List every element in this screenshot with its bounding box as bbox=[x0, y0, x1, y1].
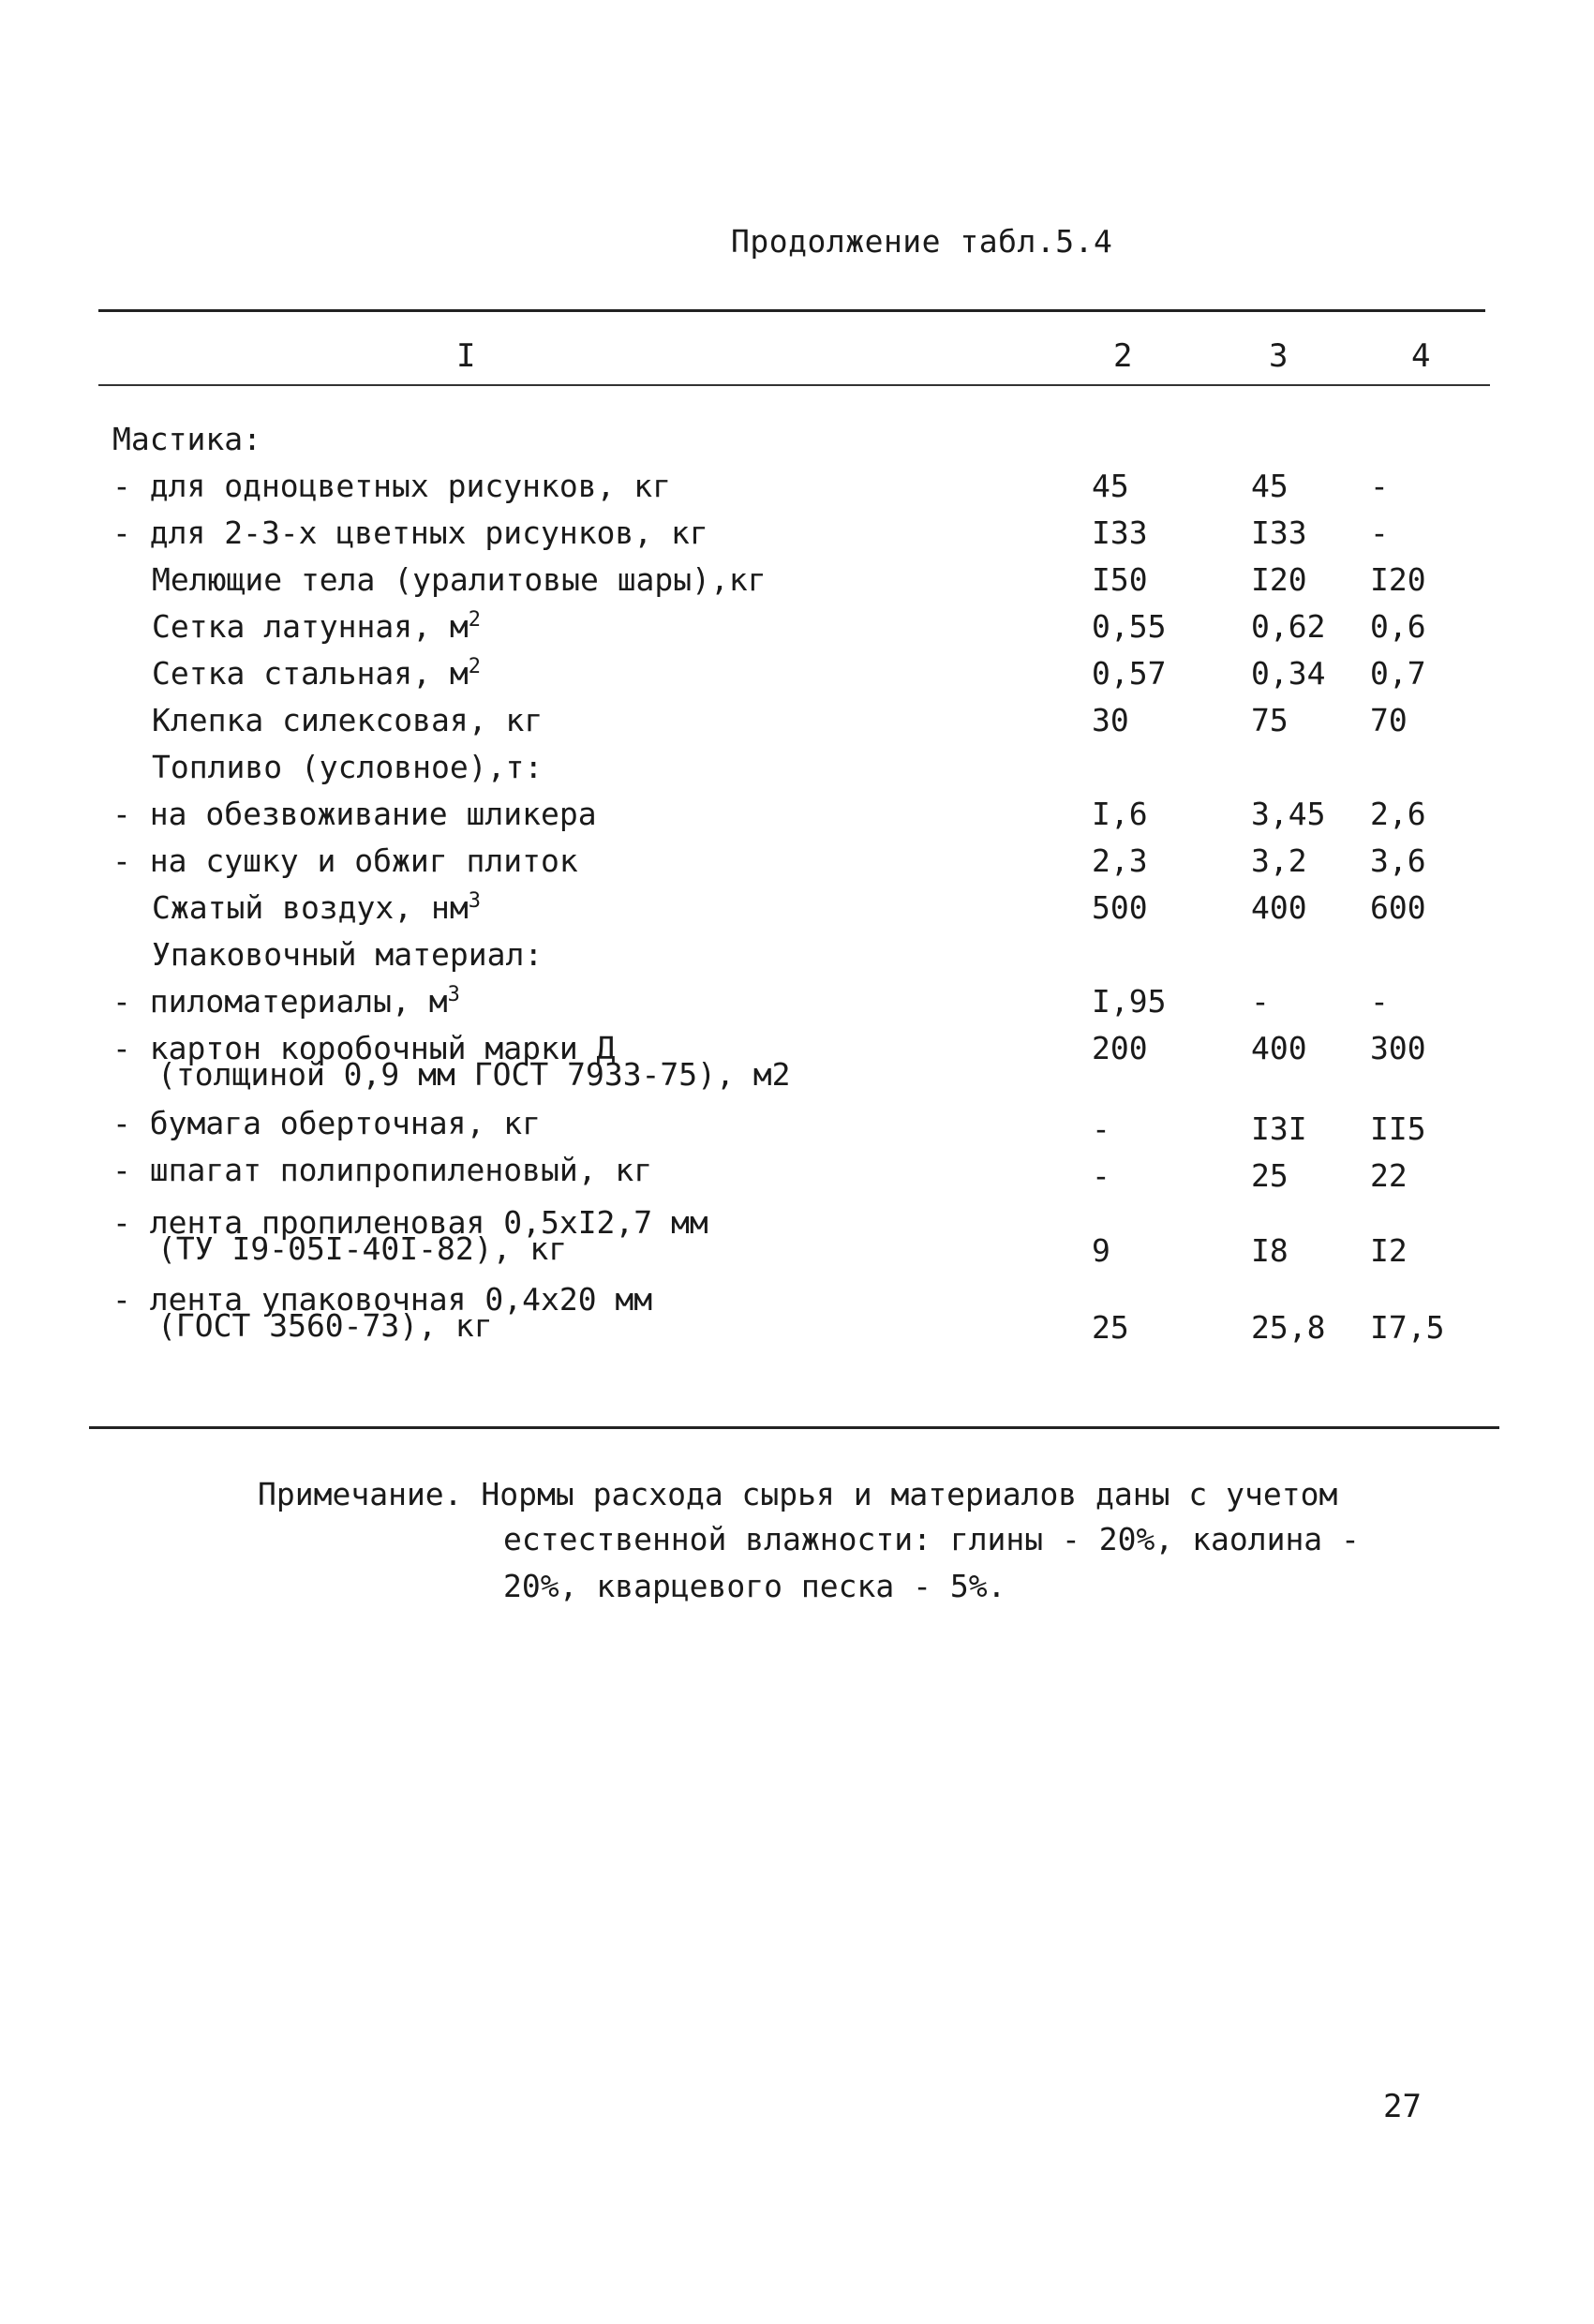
unit-superscript: 3 bbox=[468, 889, 482, 913]
row-label bbox=[152, 655, 482, 692]
cell-c2: 200 bbox=[1092, 1030, 1148, 1066]
unit-superscript: 2 bbox=[771, 1056, 791, 1093]
cell-c3: 45 bbox=[1251, 468, 1289, 504]
row-label-text: - шпагат полипропиленовый, кг bbox=[112, 1152, 653, 1188]
cell-c4: - bbox=[1370, 468, 1389, 504]
header-col-4: 4 bbox=[1411, 337, 1431, 375]
unit-superscript: 3 bbox=[447, 983, 460, 1006]
row-label-text: Мастика: bbox=[112, 421, 261, 457]
page-number: 27 bbox=[1383, 2088, 1422, 2125]
cell-c4: 0,6 bbox=[1370, 608, 1426, 645]
cell-c2: - bbox=[1092, 1110, 1110, 1147]
cell-c4: 3,6 bbox=[1370, 842, 1426, 879]
cell-c4: - bbox=[1370, 514, 1389, 551]
row-label bbox=[112, 796, 597, 832]
cell-c2: I,95 bbox=[1092, 983, 1167, 1020]
cell-c2: 30 bbox=[1092, 702, 1129, 738]
row-label-text: - пиломатериалы, м bbox=[112, 983, 448, 1020]
cell-c3: 400 bbox=[1251, 889, 1307, 926]
cell-c4: I20 bbox=[1370, 561, 1426, 598]
cell-c3: - bbox=[1251, 983, 1270, 1020]
table-top-rule bbox=[98, 309, 1485, 312]
cell-c3: I8 bbox=[1251, 1232, 1289, 1269]
row-label-text: Сетка латунная, м bbox=[152, 608, 469, 645]
row-label-text: - лента пропиленовая 0,5хI2,7 мм bbox=[112, 1204, 708, 1241]
row-label-text: Сетка стальная, м bbox=[152, 655, 469, 692]
header-col-3: 3 bbox=[1269, 337, 1289, 375]
cell-c2: 2,3 bbox=[1092, 842, 1148, 879]
header-col-1: I bbox=[456, 337, 476, 375]
cell-c3: 3,45 bbox=[1251, 796, 1326, 832]
row-label-continuation bbox=[157, 1056, 791, 1093]
row-label bbox=[152, 749, 544, 785]
cell-c4: 22 bbox=[1370, 1157, 1408, 1194]
cell-c3: 25 bbox=[1251, 1157, 1289, 1194]
note-line-2: естественной влажности: глины - 20%, каолина - bbox=[503, 1521, 1360, 1557]
cell-c3: 25,8 bbox=[1251, 1309, 1326, 1346]
cell-c2: I33 bbox=[1092, 514, 1148, 551]
cell-c2: 45 bbox=[1092, 468, 1129, 504]
row-label bbox=[112, 421, 261, 457]
cell-c3: I20 bbox=[1251, 561, 1307, 598]
cell-c2: 500 bbox=[1092, 889, 1148, 926]
row-label-text: - бумага оберточная, кг bbox=[112, 1105, 541, 1141]
row-label bbox=[112, 1105, 541, 1141]
row-label-text: - картон коробочный марки Д bbox=[112, 1030, 616, 1066]
cell-c4: 600 bbox=[1370, 889, 1426, 926]
table-bottom-rule bbox=[89, 1426, 1499, 1429]
row-label-text: Мелющие тела (уралитовые шары),кг bbox=[152, 561, 767, 598]
row-label-continuation bbox=[157, 1230, 568, 1267]
cell-c4: - bbox=[1370, 983, 1389, 1020]
row-label-text: - на сушку и обжиг плиток bbox=[112, 842, 578, 879]
row-label bbox=[112, 468, 672, 504]
unit-superscript: 2 bbox=[468, 655, 482, 678]
cell-c4: I7,5 bbox=[1370, 1309, 1445, 1346]
row-label-text: Клепка силексовая, кг bbox=[152, 702, 544, 738]
cell-c3: I33 bbox=[1251, 514, 1307, 551]
cell-c2: - bbox=[1092, 1157, 1110, 1194]
row-label bbox=[152, 936, 544, 973]
cell-c2: 25 bbox=[1092, 1309, 1129, 1346]
header-col-2: 2 bbox=[1113, 337, 1133, 375]
row-label-text: - лента упаковочная 0,4х20 мм bbox=[112, 1281, 653, 1318]
row-label-text-2: (ГОСТ 3560-73), кг bbox=[157, 1307, 493, 1344]
cell-c2: I50 bbox=[1092, 561, 1148, 598]
cell-c4: 2,6 bbox=[1370, 796, 1426, 832]
row-label bbox=[152, 889, 482, 926]
cell-c2: 9 bbox=[1092, 1232, 1110, 1269]
row-label-text: Топливо (условное),т: bbox=[152, 749, 544, 785]
cell-c4: II5 bbox=[1370, 1110, 1426, 1147]
table-caption: Продолжение табл.5.4 bbox=[731, 223, 1113, 260]
cell-c2: 0,57 bbox=[1092, 655, 1167, 692]
row-label bbox=[152, 702, 544, 738]
cell-c4: 300 bbox=[1370, 1030, 1426, 1066]
cell-c3: 3,2 bbox=[1251, 842, 1307, 879]
row-label-text: - на обезвоживание шликера bbox=[112, 796, 597, 832]
row-label bbox=[112, 1152, 653, 1188]
cell-c3: 400 bbox=[1251, 1030, 1307, 1066]
row-label bbox=[152, 608, 482, 645]
cell-c3: I3I bbox=[1251, 1110, 1307, 1147]
note-line-3: 20%, кварцевого песка - 5%. bbox=[503, 1568, 1006, 1604]
cell-c3: 0,34 bbox=[1251, 655, 1326, 692]
row-label-text: Упаковочный материал: bbox=[152, 936, 544, 973]
cell-c2: I,6 bbox=[1092, 796, 1148, 832]
row-label-text: - для 2-3-х цветных рисунков, кг bbox=[112, 514, 708, 551]
row-label bbox=[152, 561, 767, 598]
cell-c2: 0,55 bbox=[1092, 608, 1167, 645]
cell-c3: 0,62 bbox=[1251, 608, 1326, 645]
row-label bbox=[112, 983, 460, 1020]
cell-c3: 75 bbox=[1251, 702, 1289, 738]
cell-c4: 70 bbox=[1370, 702, 1408, 738]
note-line-1: Примечание. Нормы расхода сырья и материалов даны с учетом bbox=[258, 1476, 1338, 1512]
table-header-rule bbox=[98, 384, 1490, 386]
row-label-text-2: (толщиной 0,9 мм ГОСТ 7933-75), м bbox=[157, 1056, 772, 1093]
row-label bbox=[112, 842, 578, 879]
row-label-continuation bbox=[157, 1307, 493, 1344]
row-label bbox=[112, 514, 708, 551]
row-label-text: Сжатый воздух, нм bbox=[152, 889, 469, 926]
cell-c4: I2 bbox=[1370, 1232, 1408, 1269]
row-label-text: - для одноцветных рисунков, кг bbox=[112, 468, 672, 504]
row-label-text-2: (ТУ I9-05I-40I-82), кг bbox=[157, 1230, 568, 1267]
unit-superscript: 2 bbox=[468, 608, 482, 632]
cell-c4: 0,7 bbox=[1370, 655, 1426, 692]
